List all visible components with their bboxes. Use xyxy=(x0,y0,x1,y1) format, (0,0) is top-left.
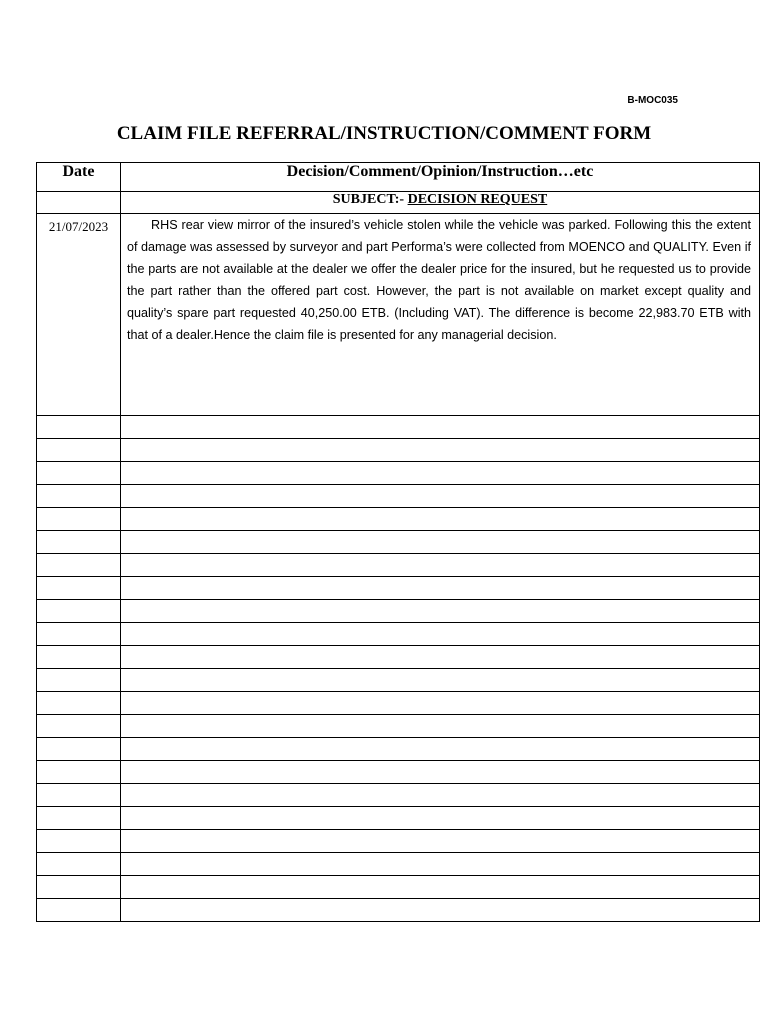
form-title: CLAIM FILE REFERRAL/INSTRUCTION/COMMENT FORM xyxy=(116,123,652,144)
blank-date-cell xyxy=(37,623,121,646)
blank-date-cell xyxy=(37,784,121,807)
blank-date-cell xyxy=(37,715,121,738)
decision-column-header: Decision/Comment/Opinion/Instruction…etc xyxy=(121,163,760,192)
blank-date-cell xyxy=(37,830,121,853)
blank-row xyxy=(37,577,760,600)
blank-row xyxy=(37,531,760,554)
subject-row xyxy=(37,192,760,214)
blank-comment-cell xyxy=(121,485,760,508)
blank-row xyxy=(37,853,760,876)
blank-row xyxy=(37,715,760,738)
blank-comment-cell xyxy=(121,646,760,669)
blank-comment-cell xyxy=(121,554,760,577)
blank-row xyxy=(37,416,760,439)
blank-date-cell xyxy=(37,899,121,922)
date-column-header: Date xyxy=(37,163,121,192)
blank-row xyxy=(37,899,760,922)
blank-row xyxy=(37,738,760,761)
blank-date-cell xyxy=(37,577,121,600)
blank-comment-cell xyxy=(121,692,760,715)
blank-comment-cell xyxy=(121,784,760,807)
subject-label: SUBJECT:- xyxy=(332,192,408,207)
blank-row xyxy=(37,807,760,830)
blank-date-cell xyxy=(37,416,121,439)
blank-date-cell xyxy=(37,600,121,623)
blank-row xyxy=(37,462,760,485)
form-code: B-MOC035 xyxy=(627,95,678,106)
blank-row xyxy=(37,508,760,531)
blank-comment-cell xyxy=(121,738,760,761)
blank-row xyxy=(37,600,760,623)
blank-date-cell xyxy=(37,531,121,554)
blank-comment-cell xyxy=(121,577,760,600)
blank-comment-cell xyxy=(121,853,760,876)
blank-date-cell xyxy=(37,738,121,761)
blank-row xyxy=(37,485,760,508)
blank-comment-cell xyxy=(121,416,760,439)
blank-date-cell xyxy=(37,554,121,577)
blank-comment-cell xyxy=(121,899,760,922)
referral-table xyxy=(36,162,760,922)
blank-date-cell xyxy=(37,853,121,876)
blank-row xyxy=(37,784,760,807)
blank-comment-cell xyxy=(121,508,760,531)
blank-date-cell xyxy=(37,462,121,485)
blank-row xyxy=(37,646,760,669)
blank-date-cell xyxy=(37,692,121,715)
blank-date-cell xyxy=(37,761,121,784)
blank-row xyxy=(37,830,760,853)
blank-date-cell xyxy=(37,508,121,531)
blank-comment-cell xyxy=(121,462,760,485)
entry-text: RHS rear view mirror of the insured’s vehicle stolen while the vehicle was parked. Following this the extent of damage was assessed by surveyor and part Performa’s were collected from MOENCO and QUALITY. Even if the parts are not available at the dealer we offer the dealer price for the insured, but he requested us to provide the part rather than the offered part cost. However, the part is not available on market except quality and quality’s spare part requested 40,250.00 ETB. (Including VAT). The difference is become 22,983.70 ETB with that of a dealer.Hence the claim file is presented for any managerial decision. xyxy=(121,214,760,416)
blank-comment-cell xyxy=(121,830,760,853)
blank-row xyxy=(37,761,760,784)
blank-comment-cell xyxy=(121,876,760,899)
blank-comment-cell xyxy=(121,623,760,646)
subject-cell xyxy=(121,192,760,214)
blank-row xyxy=(37,692,760,715)
blank-comment-cell xyxy=(121,439,760,462)
blank-date-cell xyxy=(37,485,121,508)
entry-row xyxy=(37,214,760,416)
blank-row xyxy=(37,439,760,462)
blank-date-cell xyxy=(37,439,121,462)
entry-date: 21/07/2023 xyxy=(37,214,121,416)
blank-comment-cell xyxy=(121,669,760,692)
header-row xyxy=(37,163,760,192)
blank-comment-cell xyxy=(121,761,760,784)
subject-value: DECISION REQUEST xyxy=(407,192,548,207)
blank-comment-cell xyxy=(121,600,760,623)
blank-comment-cell xyxy=(121,807,760,830)
blank-comment-cell xyxy=(121,715,760,738)
blank-row xyxy=(37,623,760,646)
blank-row xyxy=(37,876,760,899)
subject-date-cell xyxy=(37,192,121,214)
blank-date-cell xyxy=(37,807,121,830)
blank-date-cell xyxy=(37,646,121,669)
blank-row xyxy=(37,669,760,692)
blank-comment-cell xyxy=(121,531,760,554)
blank-row xyxy=(37,554,760,577)
blank-date-cell xyxy=(37,669,121,692)
blank-date-cell xyxy=(37,876,121,899)
